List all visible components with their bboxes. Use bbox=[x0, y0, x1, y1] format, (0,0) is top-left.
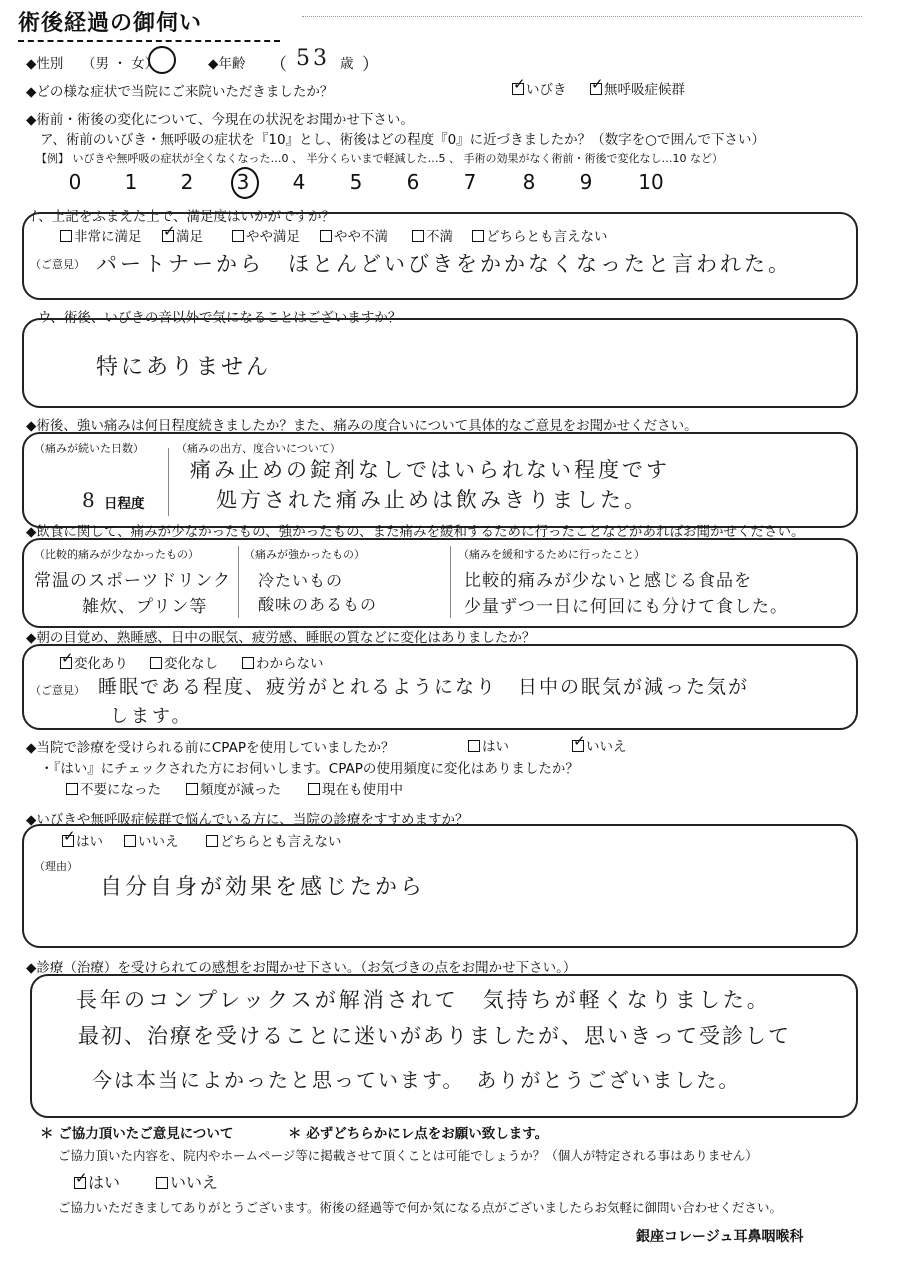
recommend-opt-yes[interactable]: ✓はい bbox=[62, 830, 103, 850]
checkbox-icon[interactable] bbox=[156, 1177, 168, 1189]
pain-separator bbox=[168, 448, 169, 516]
checkbox-icon[interactable] bbox=[232, 230, 244, 242]
satisfaction-opt-somewhat[interactable]: やや満足 bbox=[232, 225, 300, 245]
recommend-answer: 自分自身が効果を感じたから bbox=[100, 875, 426, 900]
pain-days-unit: 日程度 bbox=[104, 496, 145, 512]
food-strong-line2: 酸味のあるもの bbox=[258, 595, 378, 614]
change-example: 【例】 いびきや無呼吸の症状が全くなくなった…0 、 半分くらいまで軽減した…5 、 手術の効果がなく術前・術後で変化なし…10 など） bbox=[36, 152, 723, 165]
checkbox-icon[interactable] bbox=[472, 230, 484, 242]
checkbox-icon[interactable] bbox=[206, 835, 218, 847]
pain-question: ◆術後、強い痛みは何日程度続きましたか？また、痛みの度合いについて具体的なご意見をお聞かせください。 bbox=[26, 418, 698, 434]
recommend-opt-neutral[interactable]: どちらとも言えない bbox=[206, 830, 342, 850]
impression-line1: 長年のコンプレックスが解消されて 気持ちが軽くなりました。 bbox=[76, 988, 771, 1012]
cpap-question: ◆当院で診療を受けられる前にCPAPを使用していましたか？ bbox=[26, 740, 395, 756]
title-underline bbox=[18, 40, 280, 42]
visit-question: ◆どの様な症状で当院にご来院いただきましたか？ bbox=[26, 84, 334, 100]
recommend-question: ◆いびきや無呼吸症候群で悩んでいる方に、当院の診療をすすめますか？ bbox=[26, 812, 469, 828]
scale-0[interactable]: 0 bbox=[68, 170, 82, 194]
checkbox-icon[interactable] bbox=[320, 230, 332, 242]
satisfaction-opt-very[interactable]: 非常に満足 bbox=[60, 225, 142, 245]
pain-days-label: （痛みが続いた日数） bbox=[34, 442, 144, 455]
food-relief-line1: 比較的痛みが少ないと感じる食品を bbox=[464, 571, 752, 591]
pain-answer-line2: 処方された痛み止めは飲みきりました。 bbox=[216, 488, 648, 512]
other-answer: 特にありません bbox=[96, 355, 272, 380]
gender-options: （男 ・ 女） bbox=[82, 56, 159, 72]
scale-7[interactable]: 7 bbox=[463, 170, 477, 194]
footer-opt-no[interactable]: いいえ bbox=[156, 1170, 218, 1193]
scale-6[interactable]: 6 bbox=[406, 170, 420, 194]
food-less-line1: 常温のスポーツドリンク bbox=[34, 571, 231, 591]
food-relief-line2: 少量ずつ一日に何回にも分けて食した。 bbox=[464, 597, 788, 617]
other-question: ウ、術後、いびきの音以外で気になることはございますか？ bbox=[38, 310, 402, 326]
food-separator-2 bbox=[450, 546, 451, 618]
footer-note-1: ＊ ご協力頂いたご意見について bbox=[40, 1126, 234, 1142]
clinic-name: 銀座コレージュ耳鼻咽喉科 bbox=[636, 1229, 804, 1245]
checkbox-checked-icon[interactable] bbox=[62, 835, 74, 847]
footer-opt-yes[interactable]: ✓はい bbox=[74, 1170, 120, 1193]
checkbox-checked-icon[interactable] bbox=[590, 83, 602, 95]
change-question: ◆術前・術後の変化について、今現在の状況をお聞かせ下さい。 bbox=[26, 112, 414, 128]
recommend-opt-no[interactable]: いいえ bbox=[124, 830, 179, 850]
checkbox-icon[interactable] bbox=[468, 740, 480, 752]
checkbox-icon[interactable] bbox=[150, 657, 162, 669]
scale-9[interactable]: 9 bbox=[579, 170, 593, 194]
sleep-opt-unchanged[interactable]: 変化なし bbox=[150, 652, 218, 672]
satisfaction-opinion-label: （ご意見） bbox=[30, 258, 85, 271]
page-title: 術後経過の御伺い bbox=[18, 11, 203, 36]
change-sub-a: ア、術前のいびき・無呼吸の症状を『10』とし、術後はどの程度『0』に近づきましたか？（数字を○で囲んで下さい） bbox=[40, 132, 765, 148]
satisfaction-opt-neutral[interactable]: どちらとも言えない bbox=[472, 225, 608, 245]
checkbox-icon[interactable] bbox=[60, 230, 72, 242]
food-relief-label: （痛みを緩和するために行ったこと） bbox=[458, 548, 645, 561]
checkbox-checked-icon[interactable] bbox=[60, 657, 72, 669]
scale-3[interactable]: 3 bbox=[236, 170, 250, 194]
sleep-opt-unknown[interactable]: わからない bbox=[242, 652, 324, 672]
pain-degree-label: （痛みの出方、度合いについて） bbox=[176, 442, 341, 455]
age-open: （ bbox=[270, 55, 287, 75]
visit-opt-snoring[interactable]: ✓ いびき bbox=[512, 78, 567, 98]
satisfaction-question: イ、上記をふまえた上で、満足度はいかがですか？ bbox=[26, 209, 336, 225]
visit-opt-apnea[interactable]: ✓ 無呼吸症候群 bbox=[590, 78, 685, 98]
age-close: ） bbox=[362, 55, 379, 75]
recommend-reason-label: （理由） bbox=[34, 860, 78, 873]
sleep-answer-line1: 睡眠である程度、疲労がとれるようになり 日中の眠気が減った気が bbox=[98, 676, 750, 698]
footer-permission: ご協力頂いた内容を、院内やホームページ等に掲載させて頂くことは可能でしょうか？（個人が特定される事はありません） bbox=[58, 1148, 758, 1163]
checkbox-icon[interactable] bbox=[412, 230, 424, 242]
scale-8[interactable]: 8 bbox=[522, 170, 536, 194]
gender-selected-circle bbox=[148, 46, 176, 74]
pain-answer-line1: 痛み止めの錠剤なしではいられない程度です bbox=[190, 458, 670, 482]
scale-2[interactable]: 2 bbox=[180, 170, 194, 194]
checkbox-icon[interactable] bbox=[66, 783, 78, 795]
sleep-answer-line2: します。 bbox=[110, 706, 193, 727]
impression-line3: 今は本当によかったと思っています。 ありがとうございました。 bbox=[92, 1068, 741, 1092]
checkbox-icon[interactable] bbox=[308, 783, 320, 795]
checkbox-checked-icon[interactable] bbox=[74, 1177, 86, 1189]
footer-thanks: ご協力いただきましてありがとうございます。術後の経過等で何か気になる点がございましたらお気軽に御問い合わせください。 bbox=[58, 1200, 783, 1215]
scale-1[interactable]: 1 bbox=[124, 170, 138, 194]
sleep-question: ◆朝の目覚め、熟睡感、日中の眠気、疲労感、睡眠の質などに変化はありましたか？ bbox=[26, 630, 536, 646]
footer-note-2: ＊ 必ずどちらかにレ点をお願い致します。 bbox=[288, 1126, 549, 1142]
satisfaction-answer: パートナーから ほとんどいびきをかかなくなったと言われた。 bbox=[96, 252, 792, 276]
sleep-opt-changed[interactable]: ✓変化あり bbox=[60, 652, 128, 672]
satisfaction-opt-slightly-unsatisfied[interactable]: やや不満 bbox=[320, 225, 388, 245]
cpap-freq-reduced[interactable]: 頻度が減った bbox=[186, 778, 281, 798]
cpap-opt-no[interactable]: ✓ いいえ bbox=[572, 735, 627, 755]
food-less-line2: 雑炊、プリン等 bbox=[82, 597, 208, 617]
impression-question: ◆診療（治療）を受けられての感想をお聞かせ下さい。（お気づきの点をお聞かせ下さい。） bbox=[26, 960, 577, 976]
satisfaction-opt-satisfied[interactable]: ✓ 満足 bbox=[162, 225, 203, 245]
food-question: ◆飲食に関して、痛みが少なかったもの、強かったもの、また痛みを緩和するために行ったことなどがあればお聞かせください。 bbox=[26, 524, 805, 540]
cpap-freq-still[interactable]: 現在も使用中 bbox=[308, 778, 403, 798]
scale-selected-circle bbox=[231, 167, 259, 199]
food-less-label: （比較的痛みが少なかったもの） bbox=[34, 548, 199, 561]
scale-10[interactable]: 10 bbox=[638, 170, 664, 194]
food-separator-1 bbox=[238, 546, 239, 618]
scale-4[interactable]: 4 bbox=[292, 170, 306, 194]
checkbox-checked-icon[interactable] bbox=[572, 740, 584, 752]
age-unit: 歳 bbox=[340, 56, 354, 72]
gender-label: ◆性別 bbox=[26, 56, 64, 72]
checkbox-icon[interactable] bbox=[242, 657, 254, 669]
food-strong-line1: 冷たいもの bbox=[258, 571, 344, 590]
age-value: 53 bbox=[296, 46, 330, 71]
food-strong-label: （痛みが強かったもの） bbox=[244, 548, 365, 561]
top-divider bbox=[302, 16, 862, 17]
satisfaction-opt-unsatisfied[interactable]: 不満 bbox=[412, 225, 453, 245]
impression-line2: 最初、治療を受けることに迷いがありましたが、思いきって受診して bbox=[78, 1024, 791, 1048]
cpap-opt-yes[interactable]: はい bbox=[468, 735, 509, 755]
age-label: ◆年齢 bbox=[208, 56, 246, 72]
checkbox-icon[interactable] bbox=[186, 783, 198, 795]
scale-5[interactable]: 5 bbox=[349, 170, 363, 194]
checkbox-checked-icon[interactable] bbox=[512, 83, 524, 95]
cpap-followup: ・『はい』にチェックされた方にお伺いします。CPAPの使用頻度に変化はありましたか？ bbox=[40, 761, 579, 777]
sleep-opinion-label: （ご意見） bbox=[30, 684, 85, 697]
checkbox-icon[interactable] bbox=[124, 835, 136, 847]
checkbox-checked-icon[interactable] bbox=[162, 230, 174, 242]
cpap-freq-unneeded[interactable]: 不要になった bbox=[66, 778, 161, 798]
pain-days-value: 8 bbox=[82, 488, 98, 512]
